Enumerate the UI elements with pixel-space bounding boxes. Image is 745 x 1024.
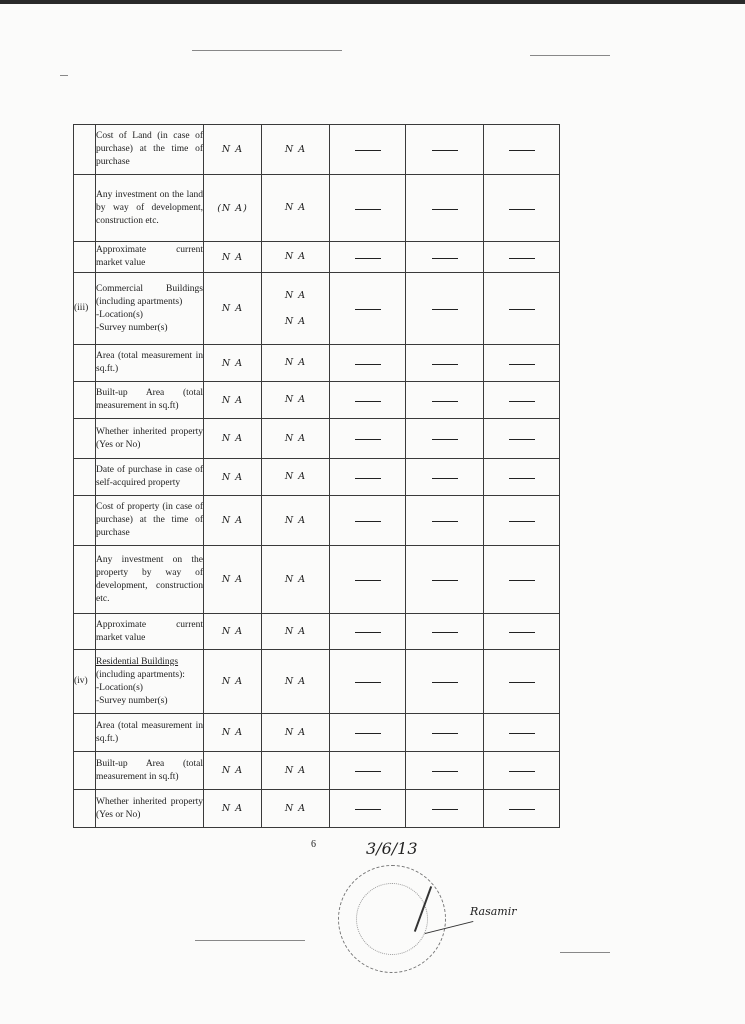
dash-mark xyxy=(509,580,535,581)
table-row xyxy=(74,752,560,790)
handwritten-text: N A xyxy=(284,251,307,262)
dash-entry xyxy=(406,614,484,650)
dash-mark xyxy=(509,401,535,402)
row-description xyxy=(96,650,204,714)
dash-entry xyxy=(406,125,484,175)
description-line: (including apartments): xyxy=(96,669,185,680)
dash-entry xyxy=(406,345,484,382)
dash-mark xyxy=(509,309,535,310)
dash-entry xyxy=(484,546,560,614)
dash-entry xyxy=(406,459,484,496)
dash-entry xyxy=(330,614,406,650)
dash-mark xyxy=(355,364,381,365)
handwritten-value: N A xyxy=(204,614,262,650)
dash-mark xyxy=(355,632,381,633)
description-line: -Location(s) xyxy=(96,309,143,320)
dash-mark xyxy=(432,733,458,734)
scan-noise xyxy=(195,940,305,941)
property-table xyxy=(73,124,560,828)
row-number: (iv) xyxy=(74,650,96,714)
dash-mark xyxy=(355,258,381,259)
handwritten-text: N A xyxy=(284,514,307,526)
dash-entry xyxy=(330,242,406,273)
dash-mark xyxy=(432,632,458,633)
table-row xyxy=(74,496,560,546)
handwritten-value xyxy=(262,242,330,273)
handwritten-text: N A xyxy=(284,802,307,814)
dash-mark xyxy=(432,771,458,772)
dash-entry xyxy=(406,419,484,459)
handwritten-value: (N A) xyxy=(204,175,262,242)
row-description: Area (total measurement in sq.ft.) xyxy=(96,345,204,382)
handwritten-value: N A xyxy=(204,419,262,459)
scan-noise xyxy=(530,55,610,56)
dash-mark xyxy=(509,439,535,440)
table-row xyxy=(74,546,560,614)
handwritten-text: N A xyxy=(284,394,307,405)
signature: Rasamir xyxy=(470,905,517,918)
scan-top-edge xyxy=(0,0,745,4)
row-description: Cost of Land (in case of purchase) at the time of purchase xyxy=(96,125,204,175)
row-number xyxy=(74,752,96,790)
row-number xyxy=(74,242,96,273)
dash-mark xyxy=(432,150,458,151)
row-number xyxy=(74,790,96,828)
dash-entry xyxy=(330,382,406,419)
dash-mark xyxy=(355,733,381,734)
dash-entry xyxy=(406,273,484,345)
table-row xyxy=(74,273,560,345)
dash-entry xyxy=(484,614,560,650)
dash-mark xyxy=(432,439,458,440)
row-description: Cost of property (in case of purchase) at the time of purchase xyxy=(96,496,204,546)
dash-entry xyxy=(406,714,484,752)
dash-entry xyxy=(484,790,560,828)
handwritten-value xyxy=(262,752,330,790)
dash-mark xyxy=(432,809,458,810)
dash-entry xyxy=(484,382,560,419)
table-row xyxy=(74,790,560,828)
table-row xyxy=(74,382,560,419)
handwritten-text: N A xyxy=(284,726,307,738)
dash-mark xyxy=(509,771,535,772)
dash-mark xyxy=(355,209,381,210)
dash-mark xyxy=(509,209,535,210)
row-description: Area (total measurement in sq.ft.) xyxy=(96,714,204,752)
handwritten-value xyxy=(262,419,330,459)
table-row xyxy=(74,419,560,459)
row-description: Built-up Area (total measurement in sq.ft) xyxy=(96,382,204,419)
row-number xyxy=(74,419,96,459)
handwritten-text: N A xyxy=(284,289,307,301)
scan-noise xyxy=(192,50,342,51)
handwritten-text: N A xyxy=(284,357,307,368)
handwritten-text: N A xyxy=(284,202,307,213)
dash-mark xyxy=(432,258,458,259)
table-row xyxy=(74,714,560,752)
handwritten-value: N A xyxy=(204,496,262,546)
dash-entry xyxy=(330,125,406,175)
table-row xyxy=(74,614,560,650)
dash-entry xyxy=(330,714,406,752)
row-number xyxy=(74,175,96,242)
dash-mark xyxy=(432,401,458,402)
dash-mark xyxy=(509,682,535,683)
dash-mark xyxy=(432,209,458,210)
handwritten-value: N A xyxy=(204,546,262,614)
handwritten-value xyxy=(262,546,330,614)
dash-mark xyxy=(432,580,458,581)
dash-entry xyxy=(484,419,560,459)
dash-entry xyxy=(330,650,406,714)
dash-entry xyxy=(484,459,560,496)
handwritten-value xyxy=(262,714,330,752)
table-row xyxy=(74,125,560,175)
dash-mark xyxy=(509,258,535,259)
description-line: -Survey number(s) xyxy=(96,322,168,333)
row-number xyxy=(74,459,96,496)
row-description: Any investment on the land by way of development, construction etc. xyxy=(96,175,204,242)
dash-mark xyxy=(355,309,381,310)
stamp-and-signature xyxy=(330,835,560,975)
handwritten-value xyxy=(262,459,330,496)
row-description: Date of purchase in case of self-acquired property xyxy=(96,459,204,496)
dash-entry xyxy=(406,650,484,714)
row-number xyxy=(74,614,96,650)
row-description: Any investment on the property by way of development, construction etc. xyxy=(96,546,204,614)
dash-mark xyxy=(509,809,535,810)
section-title: Residential Buildings xyxy=(96,656,179,667)
dash-mark xyxy=(509,733,535,734)
handwritten-value: N A xyxy=(204,242,262,273)
dash-entry xyxy=(330,273,406,345)
table-row xyxy=(74,345,560,382)
row-number xyxy=(74,125,96,175)
handwritten-value xyxy=(262,175,330,242)
page-number: 6 xyxy=(311,839,316,850)
handwritten-value xyxy=(262,273,330,345)
dash-entry xyxy=(484,125,560,175)
scan-noise xyxy=(60,75,68,76)
dash-entry xyxy=(484,752,560,790)
dash-entry xyxy=(484,650,560,714)
row-number xyxy=(74,345,96,382)
dash-mark xyxy=(355,401,381,402)
dash-mark xyxy=(432,309,458,310)
dash-entry xyxy=(406,382,484,419)
table-row xyxy=(74,650,560,714)
dash-entry xyxy=(330,419,406,459)
dash-mark xyxy=(355,521,381,522)
handwritten-text: N A xyxy=(284,432,307,444)
handwritten-value: N A xyxy=(204,125,262,175)
dash-entry xyxy=(330,546,406,614)
handwritten-text: N A xyxy=(284,471,307,482)
scan-noise xyxy=(560,952,610,953)
dash-entry xyxy=(330,752,406,790)
dash-entry xyxy=(330,496,406,546)
dash-mark xyxy=(432,682,458,683)
dash-mark xyxy=(355,478,381,479)
description-line: -Location(s) xyxy=(96,682,143,693)
handwritten-text: N A xyxy=(284,573,307,585)
handwritten-value: N A xyxy=(204,345,262,382)
dash-mark xyxy=(432,478,458,479)
dash-entry xyxy=(330,790,406,828)
handwritten-value: N A xyxy=(204,714,262,752)
row-number: (iii) xyxy=(74,273,96,345)
dash-entry xyxy=(330,175,406,242)
row-description: Whether inherited property (Yes or No) xyxy=(96,790,204,828)
dash-entry xyxy=(484,496,560,546)
handwritten-value xyxy=(262,382,330,419)
handwritten-value xyxy=(262,614,330,650)
dash-entry xyxy=(406,546,484,614)
handwritten-text: N A xyxy=(284,675,307,687)
row-description: Built-up Area (total measurement in sq.ft) xyxy=(96,752,204,790)
handwritten-text: N A xyxy=(284,625,307,637)
dash-entry xyxy=(406,175,484,242)
handwritten-value: N A xyxy=(204,382,262,419)
dash-mark xyxy=(509,150,535,151)
handwritten-text: N A xyxy=(284,315,307,327)
handwritten-value xyxy=(262,790,330,828)
handwritten-value xyxy=(262,650,330,714)
handwritten-value: N A xyxy=(204,752,262,790)
handwritten-value: N A xyxy=(204,650,262,714)
handwritten-value xyxy=(262,345,330,382)
dash-entry xyxy=(406,790,484,828)
handwritten-value xyxy=(262,496,330,546)
row-description: Whether inherited property (Yes or No) xyxy=(96,419,204,459)
table-row xyxy=(74,459,560,496)
dash-mark xyxy=(355,580,381,581)
row-number xyxy=(74,496,96,546)
row-number xyxy=(74,382,96,419)
handwritten-value xyxy=(262,125,330,175)
dash-entry xyxy=(406,242,484,273)
dash-entry xyxy=(484,345,560,382)
handwritten-text: N A xyxy=(284,764,307,776)
dash-mark xyxy=(355,150,381,151)
dash-entry xyxy=(484,242,560,273)
table-row xyxy=(74,175,560,242)
row-number xyxy=(74,714,96,752)
row-description: Approximate current market value xyxy=(96,614,204,650)
dash-mark xyxy=(509,478,535,479)
row-description: Approximate current market value xyxy=(96,242,204,273)
description-line: Commercial Buildings (including apartments) xyxy=(96,283,203,307)
dash-mark xyxy=(355,439,381,440)
dash-entry xyxy=(330,345,406,382)
dash-entry xyxy=(484,273,560,345)
dash-mark xyxy=(509,521,535,522)
dash-mark xyxy=(355,771,381,772)
dash-mark xyxy=(355,809,381,810)
dash-mark xyxy=(432,364,458,365)
dash-entry xyxy=(484,714,560,752)
description-line: -Survey number(s) xyxy=(96,695,168,706)
dash-mark xyxy=(355,682,381,683)
dash-mark xyxy=(509,632,535,633)
dash-entry xyxy=(406,752,484,790)
handwritten-value: N A xyxy=(204,273,262,345)
handwritten-value: N A xyxy=(204,459,262,496)
handwritten-text: N A xyxy=(284,143,307,155)
dash-entry xyxy=(484,175,560,242)
dash-entry xyxy=(330,459,406,496)
row-number xyxy=(74,546,96,614)
handwritten-date: 3/6/13 xyxy=(366,839,418,858)
dash-entry xyxy=(406,496,484,546)
handwritten-value: N A xyxy=(204,790,262,828)
table-row xyxy=(74,242,560,273)
row-description xyxy=(96,273,204,345)
dash-mark xyxy=(509,364,535,365)
dash-mark xyxy=(432,521,458,522)
